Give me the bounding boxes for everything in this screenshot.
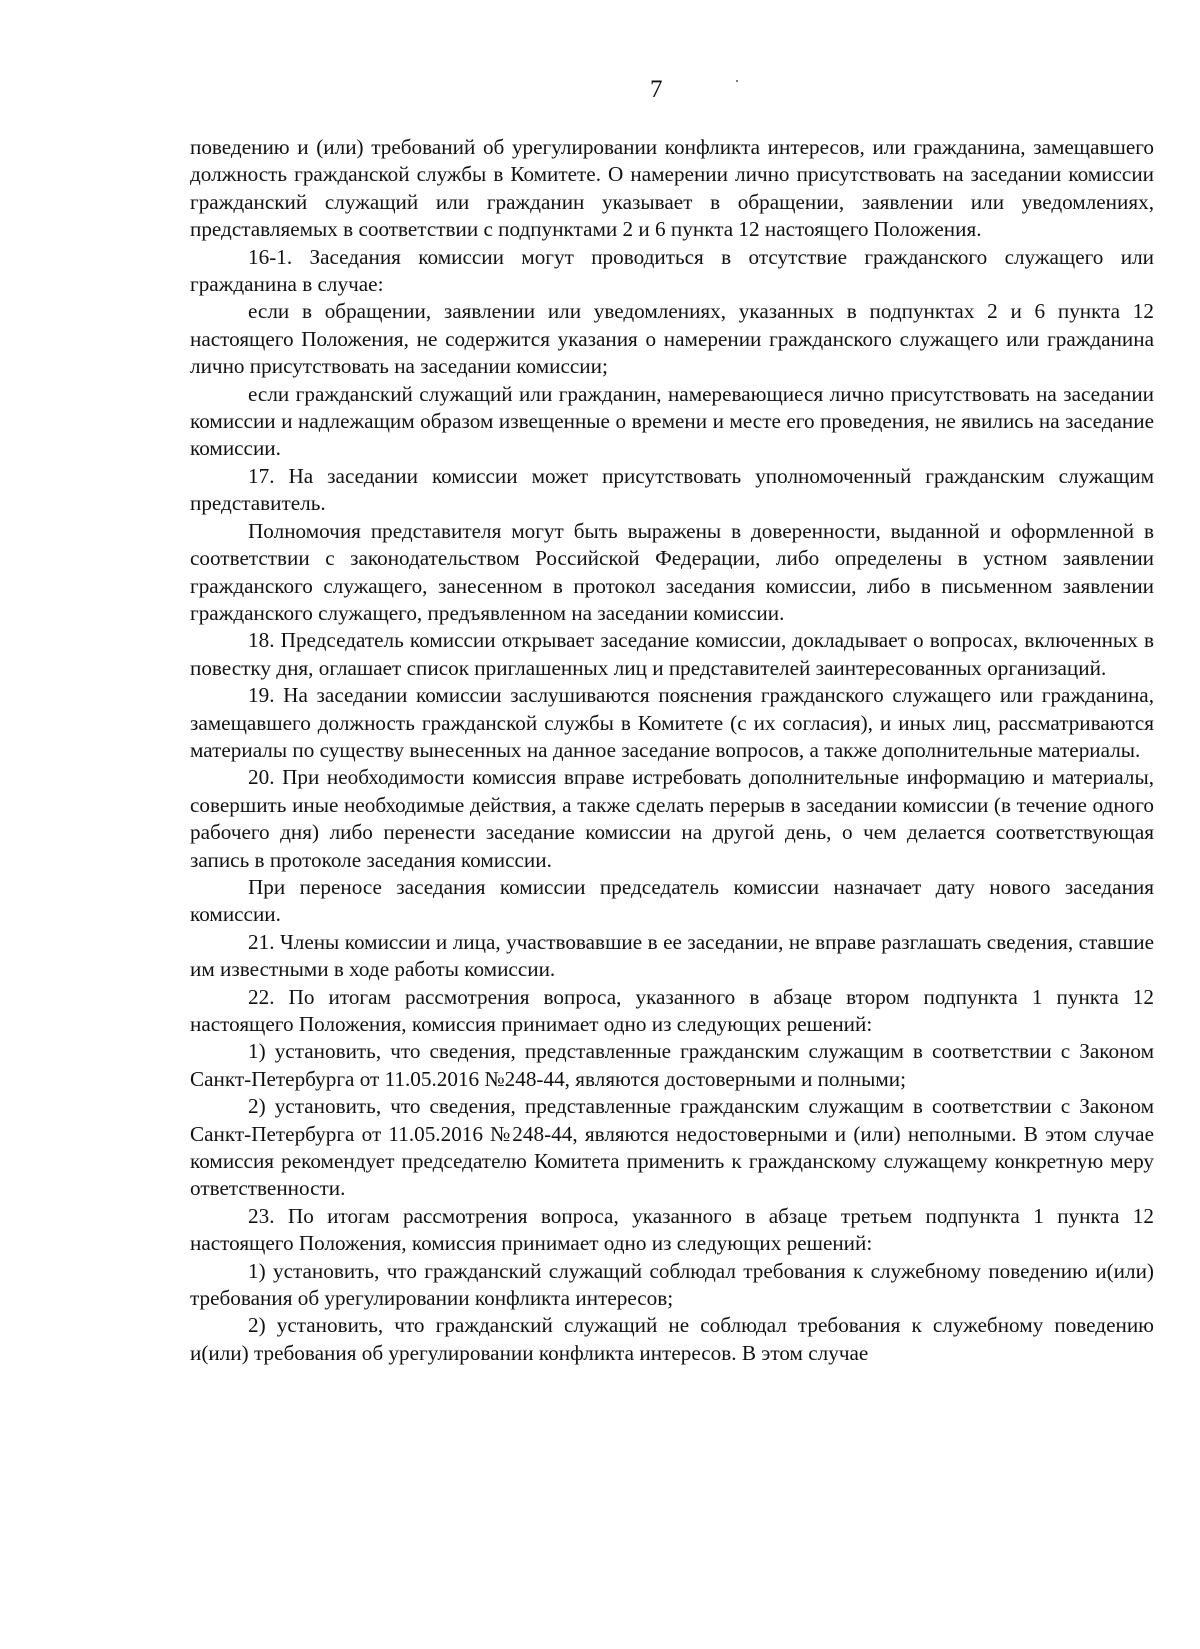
paragraph: поведению и (или) требований об урегулировании конфликта интересов, или гражданина, замещавшего должность гражданской службы в Комитете. О намерении лично присутствовать на заседании комиссии гражданский служащий или гражданин указывает в обращении, заявлении или уведомлениях, представляемых в соответствии с подпунктами 2 и 6 пункта 12 настоящего Положения. — [190, 135, 1154, 242]
document-body — [190, 134, 1154, 1367]
paragraph: 19. На заседании комиссии заслушиваются пояснения гражданского служащего или гражданина, замещавшего должность гражданской службы в Комитете (с их согласия), и иных лиц, рассматриваются материалы по существу вынесенных на данное заседание вопросов, а также дополнительные материалы. — [190, 683, 1154, 762]
paragraph: При переносе заседания комиссии председатель комиссии назначает дату нового заседания комиссии. — [190, 874, 1154, 927]
paragraph: если гражданский служащий или гражданин, намеревающиеся лично присутствовать на заседании комиссии и надлежащим образом извещенные о времени и месте его проведения, не явились на заседание комиссии. — [190, 381, 1154, 461]
paragraph: Полномочия представителя могут быть выражены в доверенности, выданной и оформленной в соответствии с законодательством Российской Федерации, либо определены в устном заявлении гражданского служащего, занесенном в протокол заседания комиссии, либо в письменном заявлении гражданского служащего, предъявленном на заседании комиссии. — [190, 518, 1154, 625]
paragraph: 1) установить, что сведения, представленные гражданским служащим в соответствии с Законом Санкт-Петербурга от 11.05.2016 №248-44, являются достоверными и полными; — [190, 1039, 1154, 1091]
paragraph: 2) установить, что сведения, представленные гражданским служащим в соответствии с Законом Санкт-Петербурга от 11.05.2016 №248-44, являются недостоверными и (или) неполными. В этом случае комиссия рекомендует председателю Комитета применить к гражданскому служащему конкретную меру ответственности. — [190, 1094, 1154, 1201]
paragraph: 22. По итогам рассмотрения вопроса, указанного в абзаце втором подпункта 1 пункта 12 настоящего Положения, комиссия принимает одно из следующих решений: — [190, 984, 1154, 1036]
paragraph: 23. По итогам рассмотрения вопроса, указанного в абзаце третьем подпункта 1 пункта 12 настоящего Положения, комиссия принимает одно из следующих решений: — [190, 1203, 1154, 1256]
paragraph: 21. Члены комиссии и лица, участвовавшие в ее заседании, не вправе разглашать сведения, ставшие им известными в ходе работы комиссии. — [190, 929, 1154, 982]
page-number: 7 — [650, 76, 663, 103]
paragraph: 17. На заседании комиссии может присутствовать уполномоченный гражданским служащим представитель. — [190, 463, 1154, 516]
scan-speck — [736, 80, 738, 82]
paragraph: 20. При необходимости комиссия вправе истребовать дополнительные информацию и материалы, совершить иные необходимые действия, а также сделать перерыв в заседании комиссии (в течение одного рабочего дня) либо перенести заседание комиссии на другой день, о чем делается соответствующая запись в протоколе заседания комиссии. — [190, 765, 1154, 872]
paragraph: 2) установить, что гражданский служащий не соблюдал требования к служебному поведению и(или) требования об урегулировании конфликта интересов. В этом случае — [190, 1313, 1154, 1365]
paragraph: 18. Председатель комиссии открывает заседание комиссии, докладывает о вопросах, включенных в повестку дня, оглашает список приглашенных лиц и представителей заинтересованных организаций. — [190, 628, 1154, 680]
paragraph: если в обращении, заявлении или уведомлениях, указанных в подпунктах 2 и 6 пункта 12 настоящего Положения, не содержится указания о намерении гражданского служащего или гражданина лично присутствовать на заседании комиссии; — [190, 299, 1154, 379]
paragraph: 1) установить, что гражданский служащий соблюдал требования к служебному поведению и(или) требования об урегулировании конфликта интересов; — [190, 1258, 1154, 1311]
paragraph: 16-1. Заседания комиссии могут проводиться в отсутствие гражданского служащего или гражданина в случае: — [190, 244, 1154, 297]
